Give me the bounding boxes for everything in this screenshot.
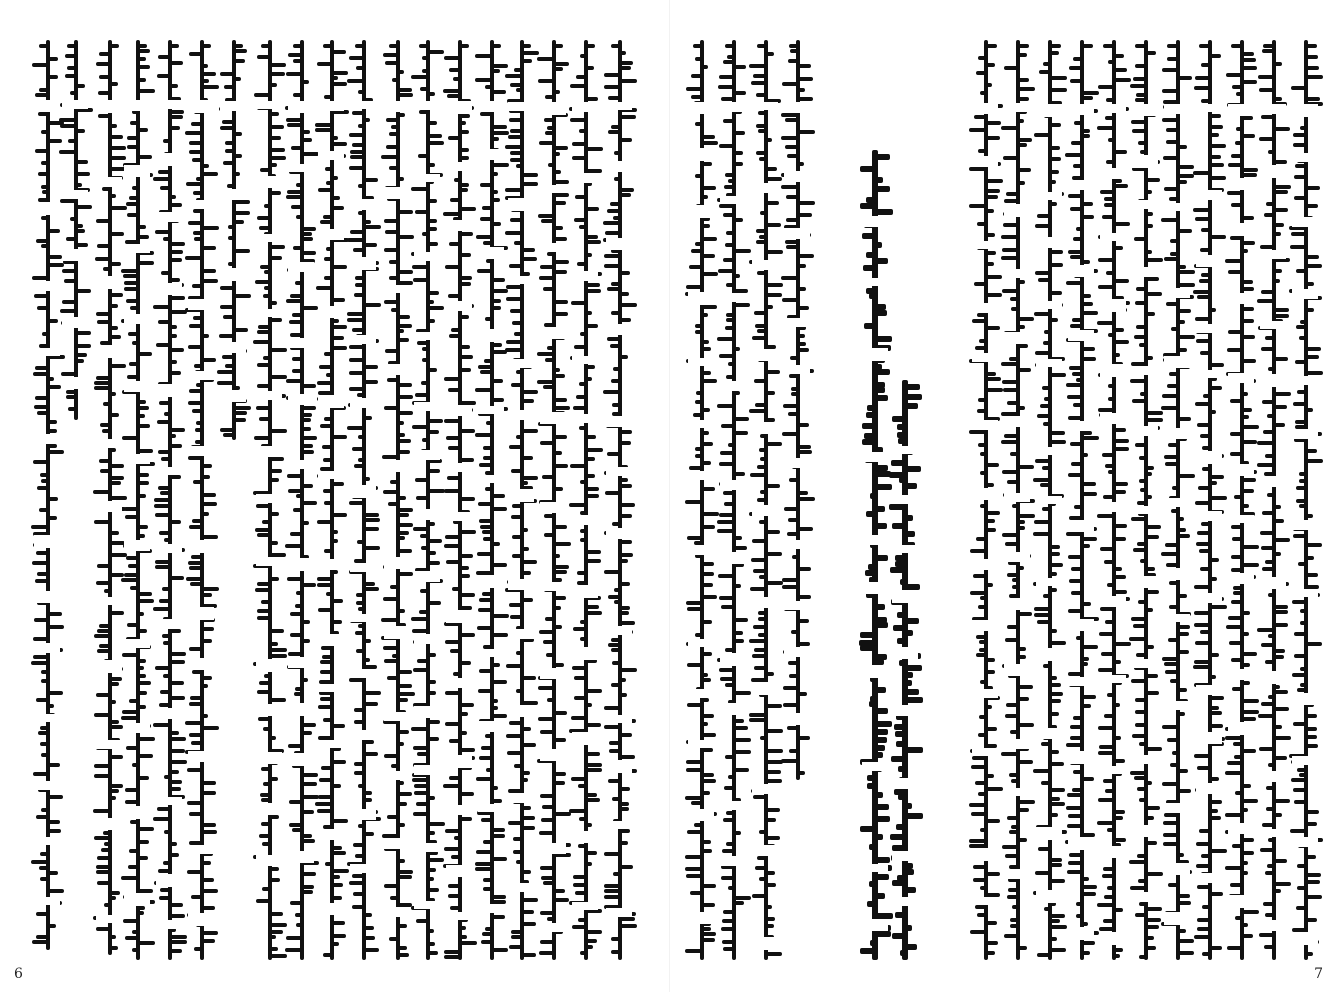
text-column	[288, 40, 314, 960]
text-column	[1036, 40, 1062, 960]
text-column	[414, 40, 440, 960]
text-column	[1100, 40, 1126, 960]
text-column	[1196, 40, 1222, 960]
text-column	[220, 40, 246, 440]
text-column	[124, 40, 150, 960]
text-column	[384, 40, 410, 960]
text-column	[508, 40, 534, 960]
page-number-left: 6	[14, 966, 23, 982]
text-column	[572, 40, 598, 960]
text-column	[1228, 40, 1254, 960]
text-column	[1068, 40, 1094, 960]
text-column	[972, 40, 998, 960]
text-column	[34, 40, 60, 950]
text-column	[1164, 40, 1190, 960]
text-column	[62, 40, 88, 420]
text-column	[318, 40, 344, 960]
text-column	[606, 40, 632, 960]
text-column	[350, 40, 376, 960]
text-column	[478, 40, 504, 960]
text-column	[188, 40, 214, 960]
text-column	[96, 40, 122, 955]
text-column	[1132, 40, 1158, 960]
right-page	[670, 0, 1339, 992]
heading-column	[892, 380, 918, 960]
text-column	[156, 40, 182, 960]
text-column	[1292, 40, 1318, 960]
text-column	[256, 40, 282, 960]
text-column	[446, 40, 472, 960]
page-number-right: 7	[1314, 966, 1323, 982]
text-column	[540, 40, 566, 960]
text-column	[1004, 40, 1030, 960]
text-column	[1260, 40, 1286, 960]
heading-column	[862, 150, 888, 960]
